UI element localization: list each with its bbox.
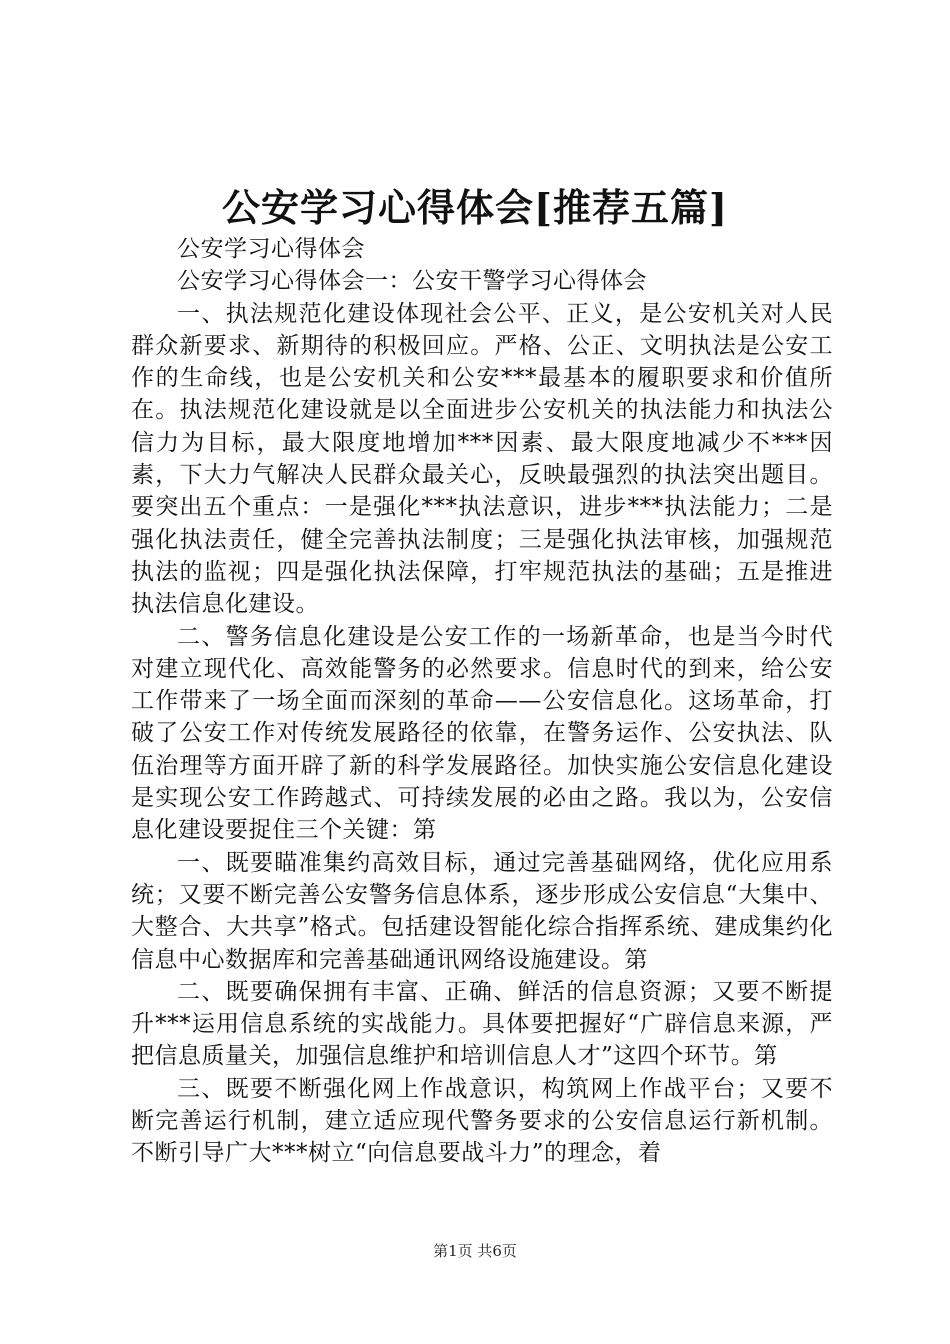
subsection-heading: 公安学习心得体会一：公安干警学习心得体会 <box>177 268 647 295</box>
section-heading: 公安学习心得体会 <box>177 236 365 262</box>
body-paragraph: 三、既要不断强化网上作战意识，构筑网上作战平台；又要不断完善运行机制，建立适应现代警务要求的公安信息运行新机制。不断引导广大***树立“向信息要战斗力”的理念，着 <box>131 1075 833 1167</box>
body-paragraph: 二、警务信息化建设是公安工作的一场新革命，也是当今时代对建立现代化、高效能警务的必然要求。信息时代的到来，给公安工作带来了一场全面而深刻的革命——公安信息化。这场革命，打破了公安工作对传统发展路径的依靠，在警务运作、公安执法、队伍治理等方面开辟了新的科学发展路径。加快实施公安信息化建设是实现公安工作跨越式、可持续发展的必由之路。我以为，公安信息化建设要捉住三个关键：第 <box>131 623 833 844</box>
body-paragraph: 二、既要确保拥有丰富、正确、鲜活的信息资源；又要不断提升***运用信息系统的实战能力。具体要把握好“广辟信息来源，严把信息质量关，加强信息维护和培训信息人才”这四个环节。第 <box>131 978 833 1070</box>
page-footer: 第1页 共6页 <box>433 1242 517 1260</box>
body-paragraph: 一、既要瞄准集约高效目标，通过完善基础网络，优化应用系统；又要不断完善公安警务信息体系，逐步形成公安信息“大集中、大整合、大共享”格式。包括建设智能化综合指挥系统、建成集约化信息中心数据库和完善基础通讯网络设施建设。第 <box>131 849 833 973</box>
document-title: 公安学习心得体会[推荐五篇] <box>222 185 728 230</box>
body-paragraph: 一、执法规范化建设体现社会公平、正义，是公安机关对人民群众新要求、新期待的积极回应。严格、公正、文明执法是公安工作的生命线，也是公安机关和公安***最基本的履职要求和价值所在。执法规范化建设就是以全面进步公安机关的执法能力和执法公信力为目标，最大限度地增加***因素、最大限度地减少不***因素，下大力气解决人民群众最关心，反映最强烈的执法突出题目。要突出五个重点：一是强化***执法意识，进步***执法能力；二是强化执法责任，健全完善执法制度；三是强化执法审核，加强规范执法的监视；四是强化执法保障，打牢规范执法的基础；五是推进执法信息化建设。 <box>131 300 833 618</box>
document-body <box>131 233 833 1170</box>
